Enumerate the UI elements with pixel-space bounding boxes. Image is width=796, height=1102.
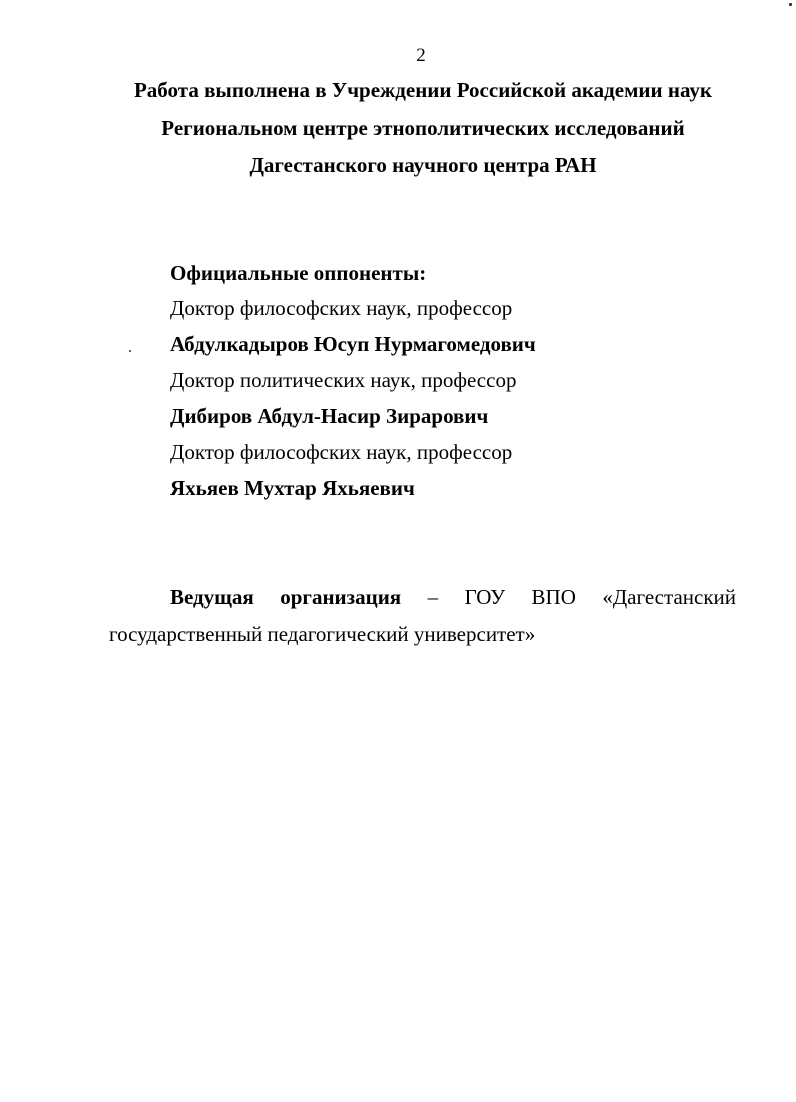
opponent-1-degree: Доктор философских наук, профессор	[170, 296, 513, 320]
leading-organization-continuation: государственный педагогический университет»	[109, 622, 536, 646]
leading-org-word-4: ВПО	[531, 585, 576, 609]
leading-org-dash: –	[427, 585, 439, 609]
opponent-1-name: Абдулкадыров Юсуп Нурмагомедович	[170, 332, 536, 356]
opponent-2-degree: Доктор политических наук, профессор	[170, 368, 517, 392]
heading-line-3: Дагестанского научного центра РАН	[249, 153, 597, 177]
scan-speck	[789, 3, 792, 6]
leading-org-word-3: ГОУ	[464, 585, 506, 609]
page-number: 2	[416, 45, 426, 66]
scan-speck	[129, 350, 131, 352]
opponent-2-name: Дибиров Абдул-Насир Зирарович	[170, 404, 489, 428]
heading-line-2: Региональном центре этнополитических исследований	[161, 116, 685, 140]
opponents-title: Официальные оппоненты:	[170, 261, 427, 285]
opponent-3-name: Яхьяев Мухтар Яхьяевич	[170, 476, 415, 500]
opponent-3-degree: Доктор философских наук, профессор	[170, 440, 513, 464]
leading-org-word-1: Ведущая	[170, 585, 254, 609]
leading-org-word-5: «Дагестанский	[602, 585, 736, 609]
heading-line-1: Работа выполнена в Учреждении Российской академии наук	[133, 78, 713, 102]
leading-organization-line	[170, 583, 736, 611]
leading-org-word-2: организация	[280, 585, 402, 609]
